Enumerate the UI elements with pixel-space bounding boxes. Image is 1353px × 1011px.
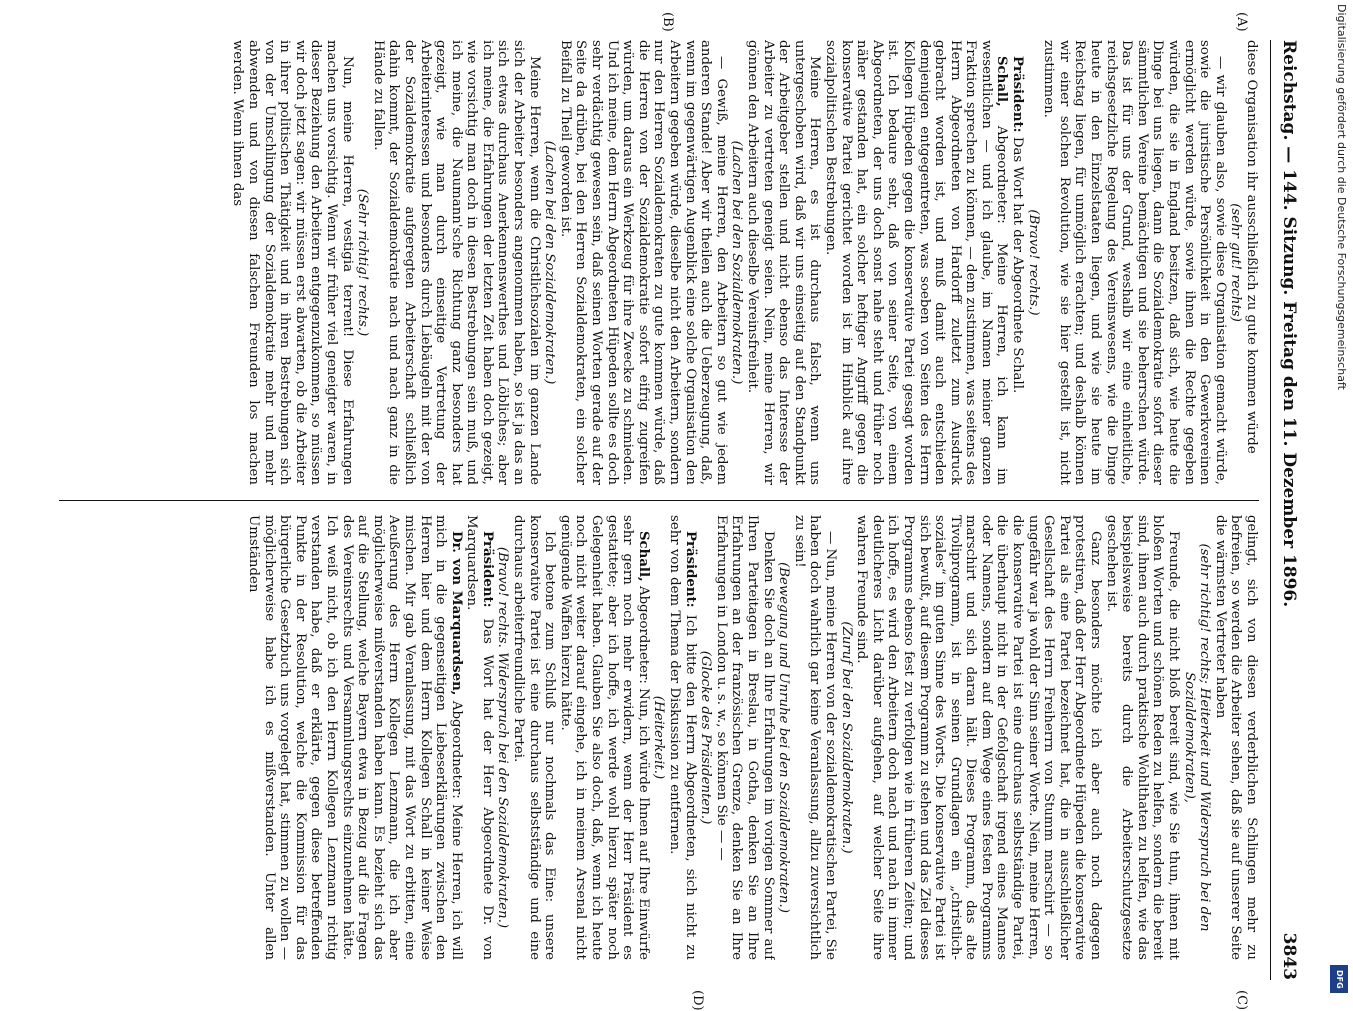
stage-direction: (Sehr richtig! rechts.) [355, 188, 371, 337]
speech-paragraph [557, 515, 651, 960]
speech-text: Das Wort hat der Herr Abgeordnete Dr. von Marquardsen. [464, 515, 495, 960]
stage-direction: (Bravo! rechts.) [1025, 209, 1041, 316]
body-paragraph: — Nun, meine Herren von der sozialdemokratischen Partei, Sie haben doch wahrlich gar keine Veranlassung, allzu zuversichtlich zu sein! [791, 515, 838, 960]
body-paragraph: — wir glauben also, sowie diese Organisation gemacht würde, sowie die juristische Persönlichkeit in den Gewerkvereinen ermöglicht werden würde, sowie ihnen die Rechte gegeben würden, die sie in England besitzen, daß sich, wie heute die Dinge bei uns liegen, dann die Sozialdemokratie sofort dieser sämmtlichen Vereine bemächtigen und sie beherrschen würde. Das ist für uns der Grund, weshalb wir eine einheitliche, reichsgesetzliche Regelung des Vereinswesens, wie die Dinge heute in den Einzelstaaten liegen, und wie sie heute im Reichstag liegen, für unmöglich erachten; und deshalb können wir einer solchen Revolution, wie sie hier gestellt ist, nicht zustimmen. [1041, 40, 1228, 485]
margin-marker-b: (B) [660, 12, 675, 32]
body-paragraph: — Gewiß, meine Herren, den Arbeitern so gut wie jedem anderen Stande! Aber wir theilen auch die Ueberzeugung, daß, wenn im gegenwärtigen Augenblick eine solche Organisation den Arbeitern gegeben würde, dieselbe nicht den Arbeitern, sondern nur den Herren Sozialdemokraten zu gute kommen würde, daß die Herren von der Sozialdemokratie sofort eifrig zugreifen würden, um daraus ein Werkzeug für ihre Zwecke zu schmieden. Und ich meine, dem Herrn Abgeordneten Hüpeden sollte es doch sehr verdächtig gewesen sein, daß seinen Worten gerade auf der Seite da drüben, bei den Herren Sozialdemokraten, ein solcher Beifall zu Theil geworden ist. [557, 40, 729, 485]
speech-paragraph [464, 515, 495, 960]
right-column [59, 515, 1259, 960]
dfg-logo: DFG [1330, 965, 1348, 993]
body-paragraph: Ganz besonders möchte ich aber auch noch dagegen protestiren, daß der Herr Abgeordnete Hüpeden die konservative Partei als eine Partei bezeichnet hat, die in ausschließlicher Gesellschaft des Herrn Freiherrn von Stumm marschirt — so ungefähr war ja wohl der Sinn seiner Worte. Nein, meine Herren, die konservative Partei ist eine durchaus selbstständige Partei, die überhaupt nicht in der Gefolgschaft irgend eines Mannes oder Namens, sondern auf dem Wege eines festen Programms marschirt und sich daran hält. Dieses Programm, das alte Tivoliprogramm, ist in seinen Grundlagen ein „christlich-soziales“ im guten Sinne des Worts. Die konservative Partei ist sich bewußt, auf diesem Programm zu stehen und das Ziel dieses Programms ebenso fest zu verfolgen wie in früheren Zeiten; und ich hoffe, es wird den Arbeitern doch nach und nach in immer deutlicheres Licht darüber aufgehen, auf welcher Seite ihre wahren Freunde sind. [854, 515, 1104, 960]
digitization-footer [1328, 0, 1350, 1000]
speech-text: Ich bitte den Herrn Abgeordneten, sich nicht zu sehr von dem Thema der Diskussion zu entfernen. [667, 515, 698, 960]
left-column [59, 40, 1259, 485]
stage-direction: (sehr gut! rechts) [1228, 203, 1244, 322]
body-paragraph: Ich betone zum Schluß nur nochmals das Eine: unsere konservative Partei ist eine durchaus selbstständige und eine durchaus arbeiterfreundliche Partei. [511, 515, 558, 960]
speech-paragraph [245, 515, 463, 960]
page-number: 3843 [1279, 932, 1299, 980]
margin-marker-a: (A) [1234, 12, 1249, 32]
speaker-name: Präsident: [682, 530, 698, 608]
speaker-name: Präsident: [479, 530, 495, 608]
body-paragraph: Freunde, die nicht bloß bereit sind, wie Sie thun, ihnen mit bloßen Worten und schönen Reden zu helfen, sondern die bereit sind, ihnen auch durch praktische Wohlthaten zu helfen, wie das beispielsweise bereits durch die Arbeiterschutzgesetze geschehen ist. [1103, 515, 1182, 960]
speech-paragraph [1010, 40, 1026, 485]
margin-marker-d: (D) [690, 990, 705, 1011]
speaker-name: Schall, [994, 55, 1010, 107]
header-title: Reichstag. — 144. Sitzung. Freitag den 11. Dezember 1896. [1279, 40, 1299, 608]
body-paragraph: Meine Herren, es ist durchaus falsch, wenn uns untergeschoben wird, daß wir uns einseitig auf den Standpunkt der Arbeitgeber stellen und nicht ebenso das Interesse der Arbeiter zu vertreten geneigt seien. Nein, meine Herren, wir gönnen den Arbeitern auch dieselbe Vereinsfreiheit. [745, 40, 823, 485]
speech-paragraph [822, 40, 1009, 485]
column-divider [59, 500, 1259, 501]
stage-direction: (Glocke des Präsidenten.) [698, 650, 714, 825]
speech-paragraph [666, 515, 697, 960]
stage-direction: (Zuruf bei den Sozialdemokraten.) [838, 621, 854, 854]
footer-text: Digitalisierung gefördert durch die Deutsche Forschungsgemeinschaft [1335, 4, 1348, 390]
stage-direction: (Bewegung und Unruhe bei den Sozialdemokraten.) [776, 562, 792, 913]
speech-text: Abgeordneter: Meine Herren, ich kann im wesentlichen — und ich glaube, im Namen meiner ganzen Fraktion sprechen zu können, — dem zustimmen, was seitens des Herrn Abgeordneten von Hardorff zuletzt zum Ausdruck gebracht worden ist, und muß damit auch entschieden demjenigen entgegentreten, was soeben von Seiten des Herrn Kollegen Hüpeden gegen die konservative Partei gesagt worden ist. Ich bedaure sehr, daß von seiner Seite, von einem Abgeordneten, der uns doch sonst nahe steht und früher noch näher gestanden hat, ein solcher heftiger Angriff gegen die konservative Partei gerichtet worden ist im Hinblick auf ihre sozialpolitischen Bestrebungen. [822, 40, 1010, 485]
body-paragraph: Meine Herren, wenn die Christlichsozialen im ganzen Lande sich der Arbeiter besonders angenommen haben, so ist ja das an sich etwas durchaus Anerkennenswerthes und Löbliches; aber ich meine, die Erfahrungen der letzten Zeit haben doch gezeigt, wie vorsichtig man doch in diesen Bestrebungen sein muß, und ich meine, die Naumann'sche Richtung ganz besonders hat gezeigt, wie man durch einseitige Vertretung der Arbeiterinteressen und besonders durch Liebäugeln mit der von der Sozialdemokratie aufgeregten Arbeiterschaft schließlich dahin kommt, der Sozialdemokratie nach und nach ganz in die Hände zu fallen. [370, 40, 542, 485]
stage-direction: (Lachen bei den Sozialdemokraten.) [729, 140, 745, 385]
stage-direction: (sehr richtig! rechts; Heiterkeit und Widerspruch bei den Sozialdemokraten), [1181, 543, 1213, 932]
margin-marker-c: (C) [1234, 990, 1249, 1011]
speaker-name: Dr. von Marquardsen, [448, 530, 464, 696]
speech-text: Abgeordneter: Nun, ich würde Ihnen auf Ihre Einwürfe sehr gern noch mehr erwidern, wenn der Herr Präsident es gestattete; aber ich hoffe, ich werde wohl hierzu später noch Gelegenheit haben. Glauben Sie also doch, daß, wenn ich heute noch nicht weiter darauf eingehe, ich in meinem Arsenal nicht genügende Waffen hierzu hätte. [557, 515, 651, 960]
body-paragraph: diese Organisation ihr ausschließlich zu gute kommen würde [1244, 40, 1259, 454]
newspaper-page [45, 12, 1305, 1011]
body-paragraph: Nun, meine Herren, vestigia terrent! Diese Erfahrungen machen uns vorsichtig. Wenn wir früher viel geneigter waren, in dieser Beziehung den Arbeitern entgegenzukommen, so müssen wir doch jetzt sagen: wir müssen erst abwarten, ob die Arbeiter in ihrer politischen Thätigkeit und in ihren Bestrebungen sich von der Umschlingung der Sozialdemokratie mehr und mehr abwenden und von diesen falschen Freunden los machen werden. Wenn ihnen das [230, 40, 355, 485]
body-paragraph: gelingt, sich von diesen verderblichen Schlingen mehr zu befreien, so werden die Arbeiter sehen, daß sie auf unserer Seite die wärmsten Vertreter haben [1212, 515, 1259, 960]
speech-text: Das Wort hat der Abgeordnete Schall. [1010, 136, 1026, 394]
stage-direction: (Lachen bei den Sozialdemokraten.) [542, 140, 558, 385]
stage-direction: (Bravo! rechts. Widerspruch bei den Sozialdemokraten.) [495, 546, 511, 929]
stage-direction: (Heiterkeit.) [651, 695, 667, 780]
speech-text: Abgeordneter: Meine Herren, ich will mich in die gegenseitigen Liebeserklärungen zwischen den Herren hier und dem Herrn Kollegen Schall in keiner Weise mischen. Mir gab Veranlassung, mit das Wort zu erbitten, eine Aeußerung des Herrn Kollegen Lenzmann, die ich aber möglicherweise mißverstanden haben kann. Es bezieht sich das auf die Stellung, welche Bayern etwa in Bezug auf die Fragen des Vereinsrechts und Versammlungsrechts einzunehmen hätte. Ich weiß nicht, ob ich den Herrn Kollegen Lenzmann richtig verstanden habe, daß er erklärte, gegen diese betreffenden Punkte in der Resolution, welche die Kommission für das bürgerliche Gesetzbuch uns vorgelegt hat, stimmen zu wollen — möglicherweise habe ich es mißverstanden. Unter allen Umständen [246, 515, 464, 960]
speaker-name: Schall, [635, 530, 651, 582]
body-paragraph: Denken Sie doch an Ihre Erfahrungen im vorigen Sommer auf Ihren Parteitagen in Breslau, in Gotha, denken Sie an Ihre Erfahrungen an der französischen Grenze, denken Sie an Ihre Erfahrungen in London u. s. w., so können Sie — — [713, 515, 776, 960]
speaker-name: Präsident: [1010, 55, 1026, 133]
running-header [1270, 40, 1305, 980]
